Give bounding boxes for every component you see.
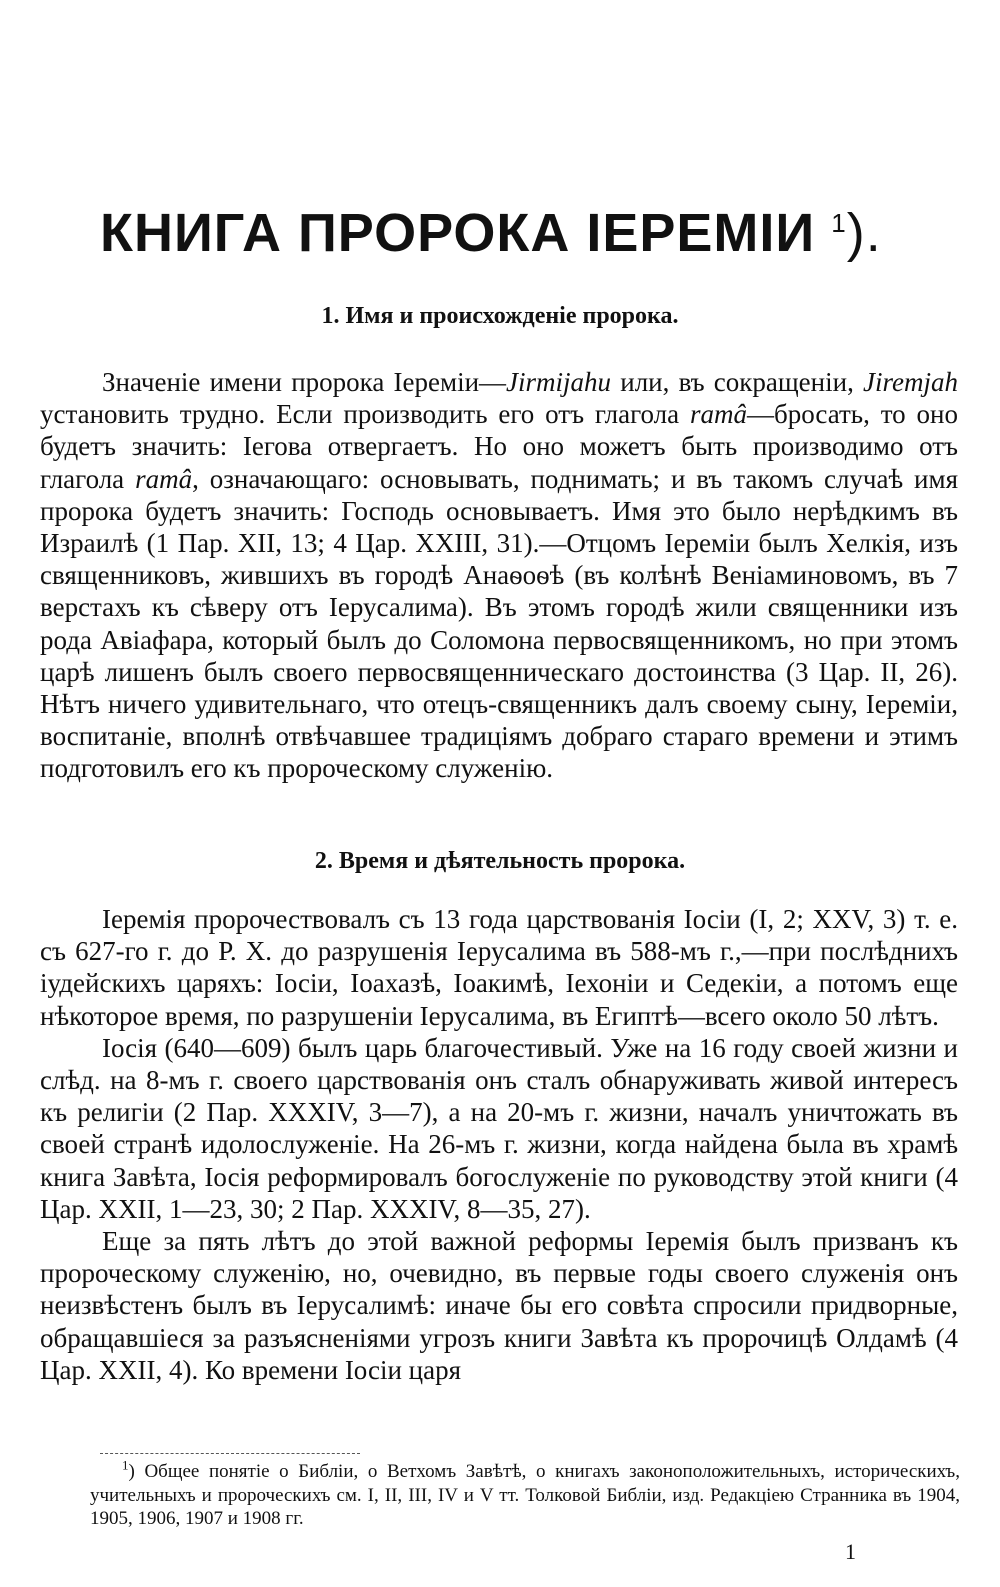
paragraph <box>40 366 958 785</box>
title-footnote-marker[interactable]: 1 <box>831 208 847 238</box>
section-body-origin <box>40 366 958 785</box>
section-heading-time: 2. Время и дѣятельность пророка. <box>314 848 686 874</box>
footnote <box>90 1457 960 1531</box>
paragraph: Іеремія пророчествовалъ съ 13 года царствованія Іосіи (I, 2; XXV, 3) т. е. съ 627-го г. до Р. Х. до разрушенія Іерусалима въ 588-мъ г.,—при послѣднихъ іудейскихъ царяхъ: Іосіи, Іоахазѣ, Іоакимѣ, Іехоніи и Седекіи, а потомъ еще нѣкоторое время, по разрушеніи Іерусалима, въ Египтѣ—всего около 50 лѣтъ. <box>40 904 958 1031</box>
section-body-time <box>40 903 958 1386</box>
paragraph: Іосія (640—609) былъ царь благочестивый. Уже на 16 году своей жизни и слѣд. на 8-мъ г. своего царствованія онъ сталъ обнаруживать живой интересъ къ религіи (2 Пар. XXXIV, 3—7), а на 20-мъ г. жизни, началъ уничтожать въ своей странѣ идолослуженіе. На 26-мъ г. жизни, когда найдена была въ храмѣ книга Завѣта, Іосія реформировалъ богослуженіе по руководству этой книги (4 Цар. XXII, 1—23, 30; 2 Пар. XXXIV, 8—35, 27). <box>40 1032 958 1224</box>
hebrew-name-short: Jiremjah <box>863 367 959 397</box>
section-heading-origin: 1. Имя и происхожденіе пророка. <box>321 303 679 329</box>
paragraph-text: установить трудно. Если производить его отъ глагола <box>40 399 690 430</box>
paragraph-text: , означающаго: основывать, поднимать; и въ такомъ случаѣ имя пророка будетъ значить: Господь основываетъ. Имя это было нерѣдкимъ въ Израилѣ (1 Пар. XII, 13; 4 Цар. XXIII, 31).—Отцомъ Іереміи былъ Хелкія, изъ священниковъ, жившихъ въ городѣ Анаѳоѳѣ (въ колѣнѣ Веніаминовомъ, въ 7 верстахъ къ сѣверу отъ Іерусалима). Въ этомъ городѣ жили священники изъ рода Авіафара, который былъ до Соломона первосвященникомъ, но при этомъ царѣ лишенъ былъ своего первосвященническаго достоинства (3 Цар. II, 26). Нѣтъ ничего удивительнаго, что отецъ-священникъ далъ своему сыну, Іереміи, воспитаніе, вполнѣ отвѣчавшее традиціямъ добраго стараго времени и этимъ подготовилъ его къ пророческому служенію. <box>40 463 958 784</box>
page-number: 1 <box>845 1539 856 1564</box>
title-close-paren: ). <box>846 203 882 263</box>
hebrew-verb: ramâ <box>689 399 747 430</box>
hebrew-verb: ramâ <box>135 463 193 494</box>
paragraph-text: —бросать, то оно будетъ значить: Іегова отвергаетъ. Но оно можетъ быть производимо отъ глагола <box>40 399 959 494</box>
footnote-marker: 1 <box>122 1457 129 1473</box>
paragraph-text: или, въ сокращеніи, <box>611 367 864 397</box>
footnote-text: ) Общее понятіе о Библіи, о Ветхомъ Завѣтѣ, о книгахъ законоположительныхъ, историческихъ, учительныхъ и пророческихъ см. I, II, III, IV и V тт. Толковой Библіи, изд. Редакціею Странника въ 1904, 1905, 1906, 1907 и 1908 гг. <box>90 1461 960 1529</box>
title-text: КНИГА ПРОРОКА ІЕРЕМІИ <box>100 203 816 263</box>
footnote-divider <box>100 1453 360 1454</box>
page-title <box>100 197 900 269</box>
paragraph: Еще за пять лѣтъ до этой важной реформы Іеремія былъ призванъ къ пророческому служенію, но, очевидно, въ первые годы своего служенія онъ неизвѣстенъ былъ въ Іерусалимѣ: иначе бы его совѣта спросили придворные, обращавшіеся за разъясненіями угрозъ книги Завѣта къ пророчицѣ Олдамѣ (4 Цар. XXII, 4). Ко времени Іосіи царя <box>40 1226 958 1385</box>
paragraph-text: Значеніе имени пророка Іереміи— <box>102 367 507 397</box>
hebrew-name-full: Jirmijahu <box>506 367 612 397</box>
